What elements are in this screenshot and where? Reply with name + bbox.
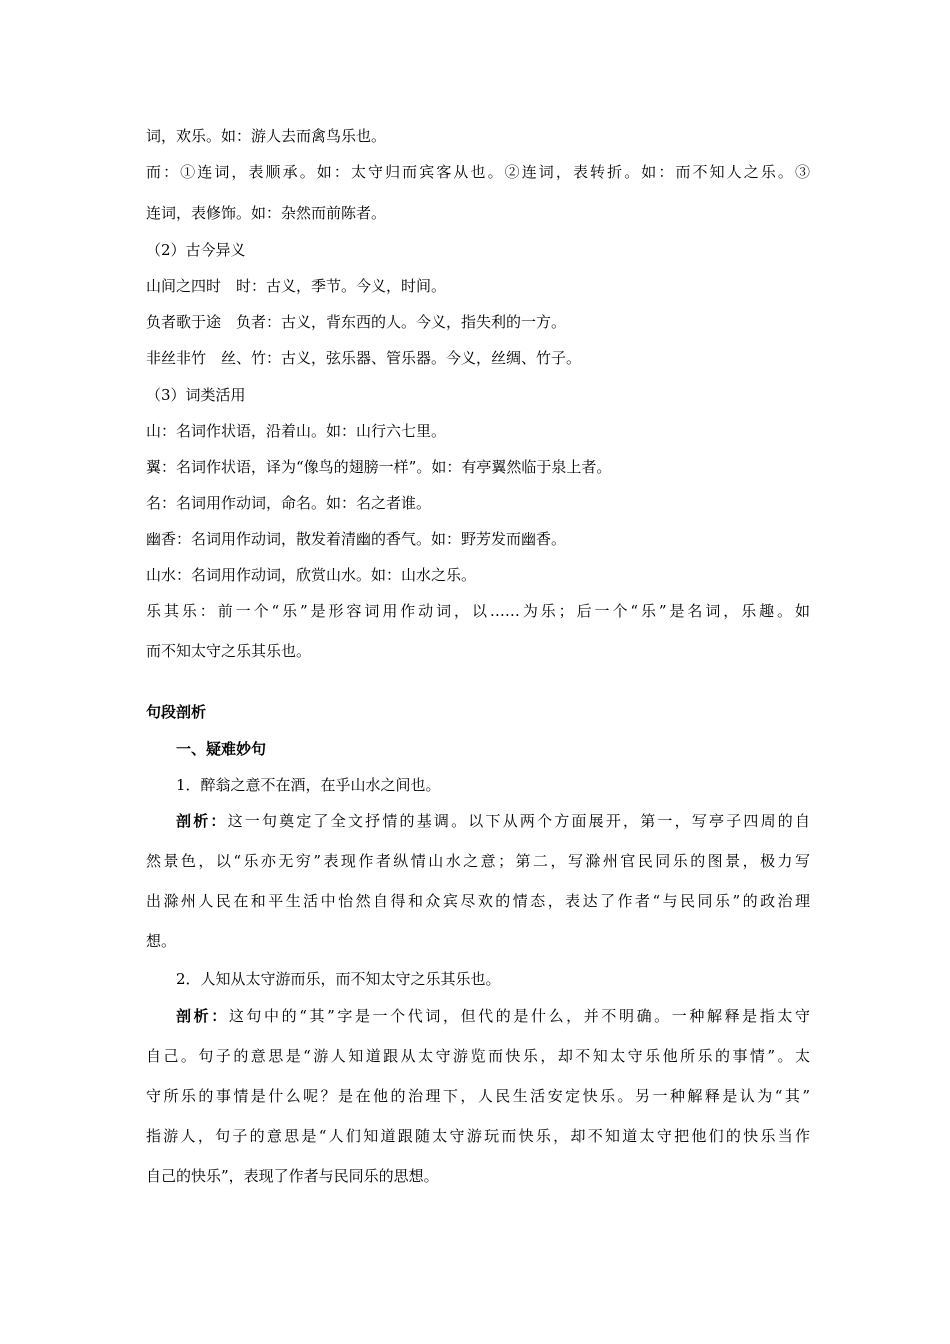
- question-1: 1．醉翁之意不在酒，在乎山水之间也。: [176, 776, 441, 794]
- gujin-item: 山间之四时 时：古义，季节。今义，时间。: [146, 277, 447, 295]
- vocab-line-3: 连词，表修饰。如：杂然而前陈者。: [146, 204, 387, 222]
- analysis-2-line-1: [176, 1006, 810, 1026]
- huoyong-item: 山水：名词用作动词，欣赏山水。如：山水之乐。: [146, 566, 477, 584]
- analysis-label: 剖析：: [176, 812, 228, 830]
- analysis-1-line-4: 想。: [146, 932, 177, 950]
- huoyong-last-line-2: 而不知太守之乐其乐也。: [146, 642, 312, 660]
- analysis-1-line-3: 出滁州人民在和平生活中怡然自得和众宾尽欢的情态，表达了作者“与民同乐”的政治理: [146, 892, 810, 910]
- huoyong-item: 名：名词用作动词，命名。如：名之者谁。: [146, 494, 432, 512]
- gujin-item: 负者歌于途 负者：古义，背东西的人。今义，指失利的一方。: [146, 313, 567, 331]
- analysis-2-line-2: 自己。句子的意思是“游人知道跟从太守游览而快乐，却不知太守乐他所乐的事情”。太: [146, 1047, 810, 1065]
- analysis-2-line-3: 守所乐的事情是什么呢？是在他的治理下，人民生活安定快乐。另一种解释是认为“其”: [146, 1087, 810, 1105]
- section-subtitle: 一、疑难妙句: [176, 740, 267, 758]
- huoyong-heading: （3）词类活用: [146, 386, 246, 404]
- question-2: 2．人知从太守游而乐，而不知太守之乐其乐也。: [176, 970, 501, 988]
- huoyong-item: 幽香：名词用作动词，散发着清幽的香气。如：野芳发而幽香。: [146, 530, 567, 548]
- gujin-item: 非丝非竹 丝、竹：古义，弦乐器、管乐器。今义，丝绸、竹子。: [146, 349, 582, 367]
- section-title: 句段剖析: [146, 703, 207, 721]
- huoyong-item: 山：名词作状语，沿着山。如：山行六七里。: [146, 422, 447, 440]
- analysis-2-line-5: 自己的快乐”，表现了作者与民同乐的思想。: [146, 1167, 439, 1185]
- vocab-line-1: 词，欢乐。如：游人去而禽鸟乐也。: [146, 127, 387, 145]
- vocab-line-2: 而：①连词，表顺承。如：太守归而宾客从也。②连词，表转折。如：而不知人之乐。③: [146, 163, 810, 181]
- analysis-label: 剖析：: [176, 1007, 229, 1025]
- huoyong-item: 翼：名词作状语，译为“像鸟的翅膀一样”。如：有亭翼然临于泉上者。: [146, 458, 612, 476]
- analysis-2-text: 这句中的“其”字是一个代词，但代的是什么，并不明确。一种解释是指太守: [228, 1007, 810, 1025]
- huoyong-last-line-1: 乐其乐：前一个“乐”是形容词用作动词，以……为乐；后一个“乐”是名词，乐趣。如: [146, 602, 810, 620]
- analysis-1-line-2: 然景色，以“乐亦无穷”表现作者纵情山水之意；第二，写滁州官民同乐的图景，极力写: [146, 852, 810, 870]
- analysis-1-line-1: [176, 811, 810, 831]
- analysis-1-text: 这一句奠定了全文抒情的基调。以下从两个方面展开，第一，写亭子四周的自: [227, 812, 810, 830]
- analysis-2-line-4: 指游人，句子的意思是“人们知道跟随太守游玩而快乐，却不知道太守把他们的快乐当作: [146, 1127, 810, 1145]
- gujin-heading: （2）古今异义: [146, 241, 246, 259]
